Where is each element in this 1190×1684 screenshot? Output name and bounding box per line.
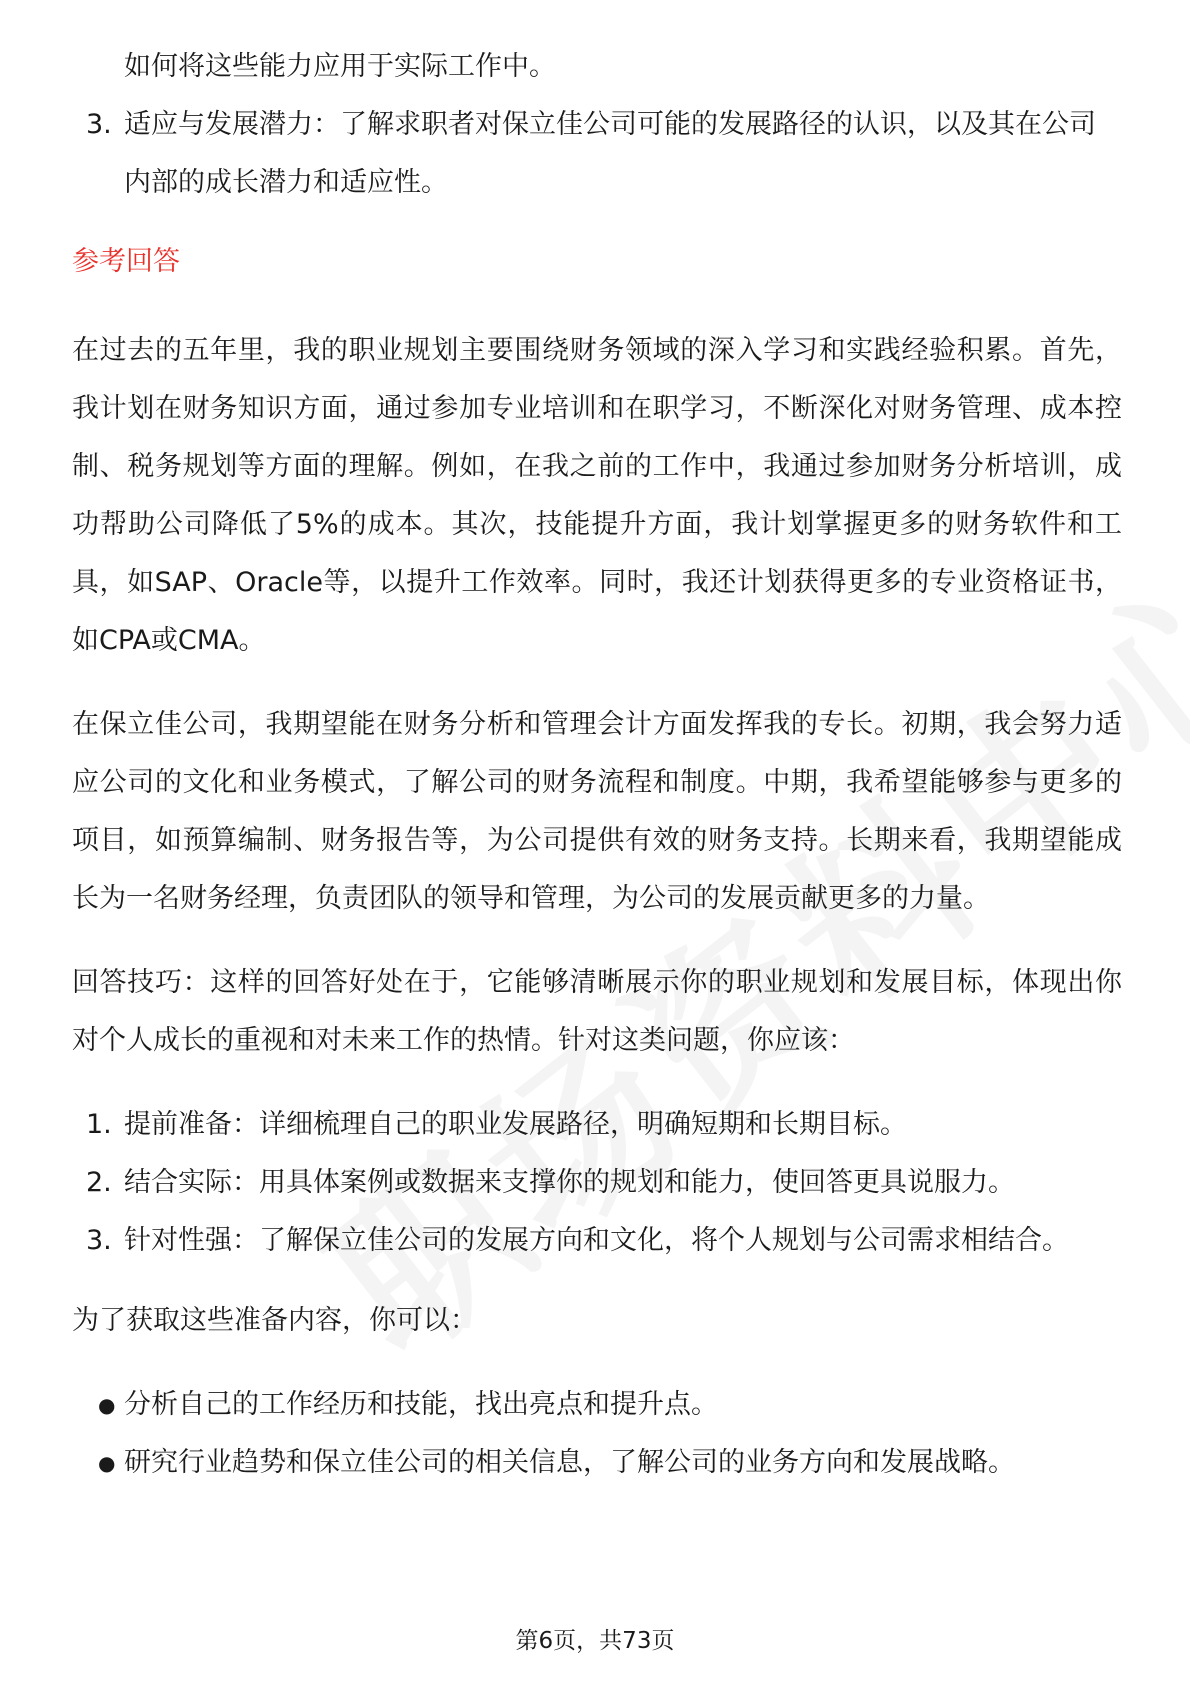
tip-item: [72, 1154, 1122, 1212]
list-item-text: 适应与发展潜力：了解求职者对保立佳公司可能的发展路径的认识，以及其在公司内部的成长潜力和适应性。: [124, 109, 1096, 198]
list-number: 1.: [86, 1109, 112, 1140]
bullet-icon: ●: [98, 1393, 116, 1417]
bullet-icon: ●: [98, 1451, 116, 1475]
list-number: 3.: [86, 1225, 112, 1256]
bullet-text: 分析自己的工作经历和技能，找出亮点和提升点。: [124, 1389, 718, 1420]
paragraph: 在过去的五年里，我的职业规划主要围绕财务领域的深入学习和实践经验积累。首先，我计划在财务知识方面，通过参加专业培训和在职学习，不断深化对财务管理、成本控制、税务规划等方面的理解。例如，在我之前的工作中，我通过参加财务分析培训，成功帮助公司降低了5%的成本。其次，技能提升方面，我计划掌握更多的财务软件和工具，如SAP、Oracle等，以提升工作效率。同时，我还计划获得更多的专业资格证书，如CPA或CMA。: [72, 335, 1122, 656]
page-footer: 第6页，共73页: [515, 1628, 675, 1654]
document-page: [72, 38, 1122, 1492]
tip-text: 提前准备：详细梳理自己的职业发展路径，明确短期和长期目标。: [124, 1109, 907, 1140]
prep-intro: 为了获取这些准备内容，你可以：: [72, 1305, 477, 1336]
list-item: [72, 96, 1122, 212]
bullet-item: [72, 1376, 1122, 1434]
tip-item: [72, 1212, 1122, 1270]
list-item-continuation: 如何将这些能力应用于实际工作中。: [124, 51, 556, 82]
list-number: 2.: [86, 1167, 112, 1198]
tip-text: 针对性强：了解保立佳公司的发展方向和文化，将个人规划与公司需求相结合。: [124, 1225, 1069, 1256]
bullet-item: [72, 1434, 1122, 1492]
paragraph: 在保立佳公司，我期望能在财务分析和管理会计方面发挥我的专长。初期，我会努力适应公司的文化和业务模式，了解公司的财务流程和制度。中期，我希望能够参与更多的项目，如预算编制、财务报告等，为公司提供有效的财务支持。长期来看，我期望能成长为一名财务经理，负责团队的领导和管理，为公司的发展贡献更多的力量。: [72, 709, 1122, 914]
bullet-text: 研究行业趋势和保立佳公司的相关信息，了解公司的业务方向和发展战略。: [124, 1447, 1015, 1478]
paragraph: 回答技巧：这样的回答好处在于，它能够清晰展示你的职业规划和发展目标，体现出你对个人成长的重视和对未来工作的热情。针对这类问题，你应该：: [72, 967, 1122, 1056]
tip-text: 结合实际：用具体案例或数据来支撑你的规划和能力，使回答更具说服力。: [124, 1167, 1015, 1198]
answer-heading: 参考回答: [72, 246, 180, 277]
list-number: 3.: [86, 109, 112, 140]
tip-item: [72, 1096, 1122, 1154]
